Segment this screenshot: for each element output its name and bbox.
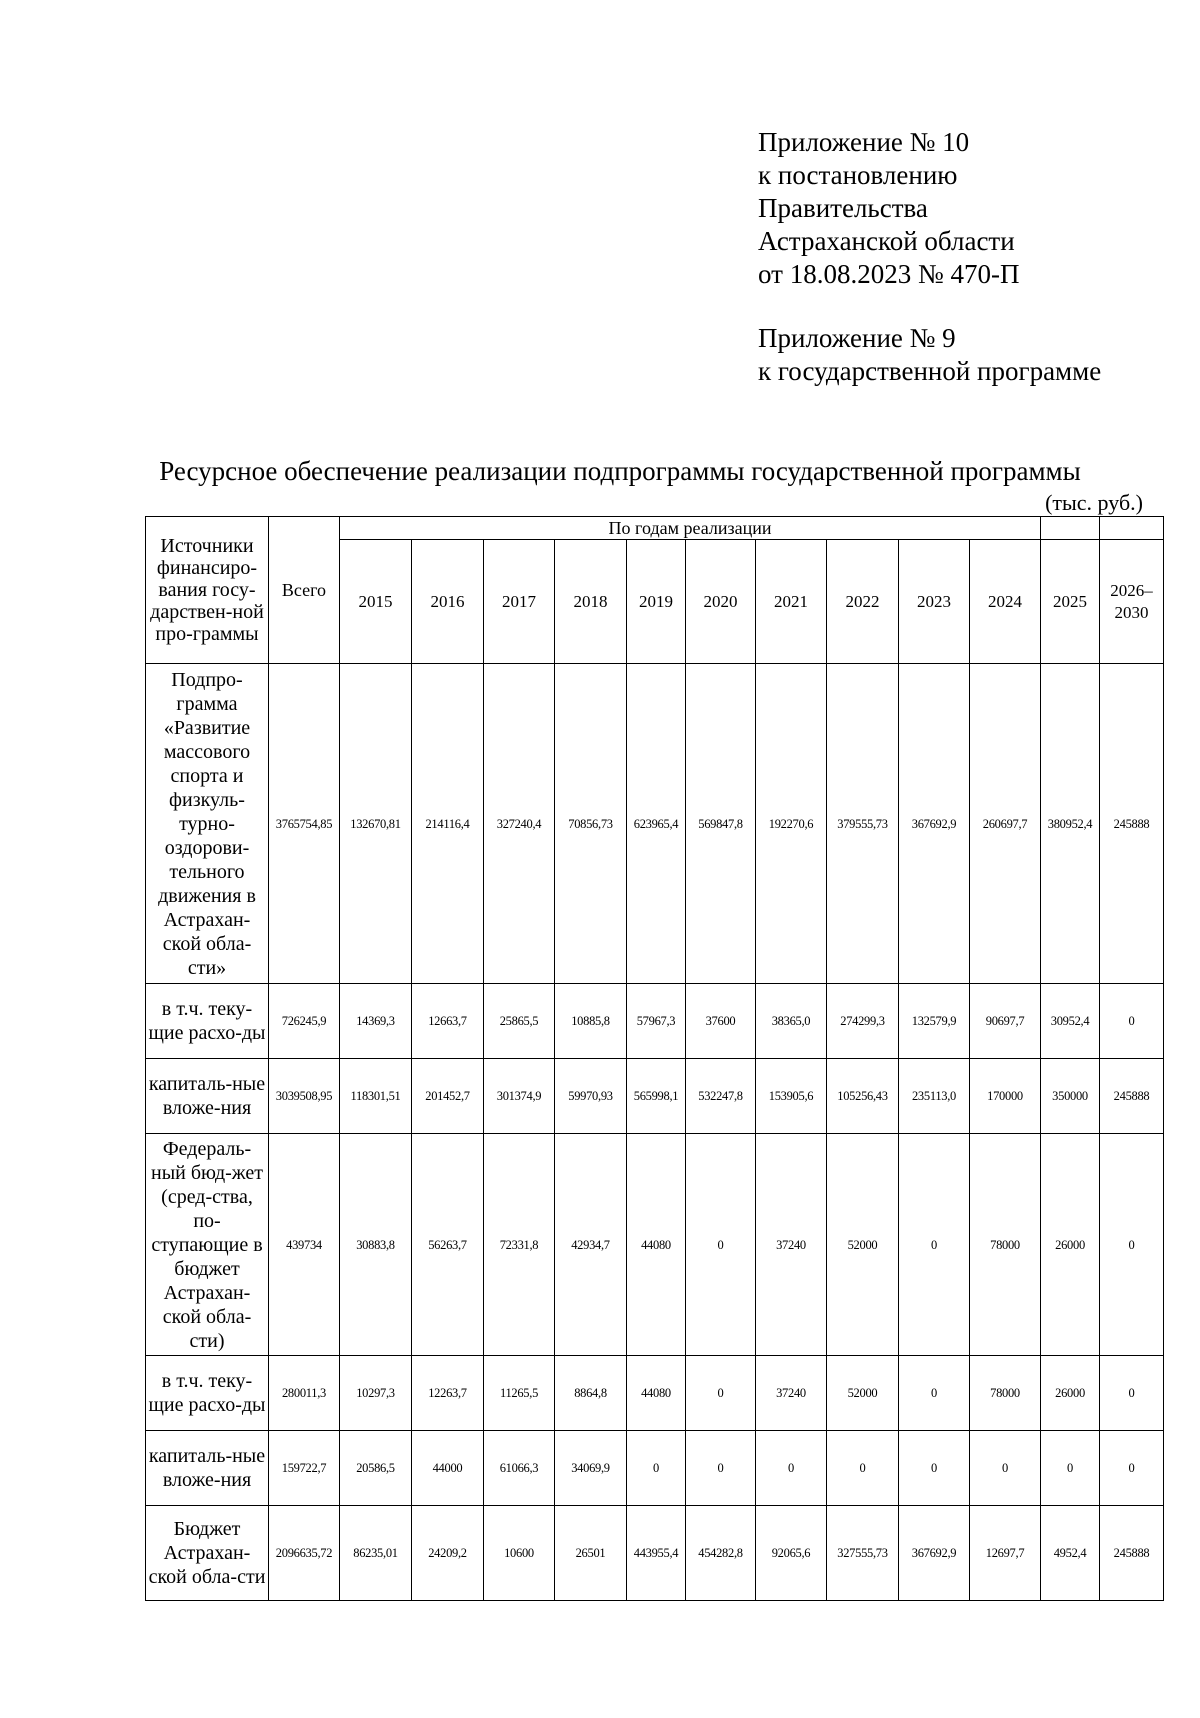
value-cell: 0	[686, 1134, 756, 1356]
value-cell: 132670,81	[340, 664, 412, 984]
value-cell: 10600	[484, 1506, 555, 1601]
row-label: Подпро-грамма «Развитие массового спорта и физкуль-турно-оздорови-тельного движения в Астрахан-ской обла-сти»	[146, 664, 269, 984]
total-cell: 439734	[269, 1134, 340, 1356]
appendix-9-block	[758, 322, 1178, 388]
value-cell: 52000	[827, 1356, 899, 1431]
value-cell: 25865,5	[484, 984, 555, 1059]
value-cell: 26000	[1041, 1356, 1100, 1431]
total-cell: 3765754,85	[269, 664, 340, 984]
table-row	[146, 1356, 1164, 1431]
value-cell: 20586,5	[340, 1431, 412, 1506]
total-cell: 2096635,72	[269, 1506, 340, 1601]
value-cell: 565998,1	[627, 1059, 686, 1134]
row-label: капиталь-ные вложе-ния	[146, 1059, 269, 1134]
value-cell: 37240	[756, 1356, 827, 1431]
value-cell: 367692,9	[899, 664, 970, 984]
value-cell: 380952,4	[1041, 664, 1100, 984]
value-cell: 11265,5	[484, 1356, 555, 1431]
value-cell: 443955,4	[627, 1506, 686, 1601]
value-cell: 153905,6	[756, 1059, 827, 1134]
value-cell: 623965,4	[627, 664, 686, 984]
header-year: 2024	[970, 540, 1041, 664]
value-cell: 90697,7	[970, 984, 1041, 1059]
header-year: 2020	[686, 540, 756, 664]
appendix-10-line: Астраханской области	[758, 226, 1015, 256]
appendix-9-line: Приложение № 9	[758, 323, 956, 353]
table-row	[146, 1506, 1164, 1601]
value-cell: 0	[1100, 1356, 1164, 1431]
value-cell: 132579,9	[899, 984, 970, 1059]
header-year: 2017	[484, 540, 555, 664]
value-cell: 0	[899, 1356, 970, 1431]
value-cell: 245888	[1100, 1506, 1164, 1601]
header-year: 2021	[756, 540, 827, 664]
table-row	[146, 1431, 1164, 1506]
row-label: Бюджет Астрахан-ской обла-сти	[146, 1506, 269, 1601]
total-cell: 159722,7	[269, 1431, 340, 1506]
value-cell: 78000	[970, 1356, 1041, 1431]
header-source: Источники финансиро-вания госу-дарствен-ной про-граммы	[146, 517, 269, 664]
value-cell: 0	[627, 1431, 686, 1506]
value-cell: 301374,9	[484, 1059, 555, 1134]
value-cell: 44080	[627, 1134, 686, 1356]
value-cell: 12263,7	[412, 1356, 484, 1431]
value-cell: 57967,3	[627, 984, 686, 1059]
table-row	[146, 984, 1164, 1059]
value-cell: 44000	[412, 1431, 484, 1506]
value-cell: 26501	[555, 1506, 627, 1601]
value-cell: 14369,3	[340, 984, 412, 1059]
value-cell: 0	[899, 1134, 970, 1356]
table-row	[146, 1134, 1164, 1356]
header-year: 2019	[627, 540, 686, 664]
value-cell: 61066,3	[484, 1431, 555, 1506]
table-body	[146, 664, 1164, 1601]
value-cell: 170000	[970, 1059, 1041, 1134]
value-cell: 214116,4	[412, 664, 484, 984]
value-cell: 0	[1100, 1134, 1164, 1356]
appendix-10-block	[758, 126, 1178, 291]
value-cell: 245888	[1100, 1059, 1164, 1134]
value-cell: 0	[827, 1431, 899, 1506]
appendix-10-line: к постановлению	[758, 160, 958, 190]
appendix-10-line: Правительства	[758, 193, 928, 223]
header-year: 2015	[340, 540, 412, 664]
table-row	[146, 1059, 1164, 1134]
document-title: Ресурсное обеспечение реализации подпрограммы государственной программы	[159, 456, 1081, 486]
value-cell: 42934,7	[555, 1134, 627, 1356]
header-year: 2026–2030	[1100, 540, 1164, 664]
header-year: 2025	[1041, 540, 1100, 664]
header-year: 2023	[899, 540, 970, 664]
value-cell: 12663,7	[412, 984, 484, 1059]
value-cell: 70856,73	[555, 664, 627, 984]
value-cell: 56263,7	[412, 1134, 484, 1356]
value-cell: 59970,93	[555, 1059, 627, 1134]
value-cell: 72331,8	[484, 1134, 555, 1356]
value-cell: 0	[756, 1431, 827, 1506]
header-year: 2016	[412, 540, 484, 664]
header-year: 2018	[555, 540, 627, 664]
value-cell: 8864,8	[555, 1356, 627, 1431]
row-label: капиталь-ные вложе-ния	[146, 1431, 269, 1506]
appendix-9-line: к государственной программе	[758, 356, 1102, 386]
total-cell: 726245,9	[269, 984, 340, 1059]
header-empty-cell	[1100, 517, 1164, 540]
value-cell: 327555,73	[827, 1506, 899, 1601]
value-cell: 118301,51	[340, 1059, 412, 1134]
value-cell: 245888	[1100, 664, 1164, 984]
value-cell: 0	[1100, 1431, 1164, 1506]
value-cell: 37240	[756, 1134, 827, 1356]
value-cell: 367692,9	[899, 1506, 970, 1601]
value-cell: 44080	[627, 1356, 686, 1431]
row-label: в т.ч. теку-щие расхо-ды	[146, 1356, 269, 1431]
value-cell: 92065,6	[756, 1506, 827, 1601]
header-empty-cell	[1041, 517, 1100, 540]
value-cell: 235113,0	[899, 1059, 970, 1134]
value-cell: 569847,8	[686, 664, 756, 984]
value-cell: 105256,43	[827, 1059, 899, 1134]
value-cell: 192270,6	[756, 664, 827, 984]
value-cell: 0	[1041, 1431, 1100, 1506]
value-cell: 0	[686, 1431, 756, 1506]
table-row	[146, 664, 1164, 984]
value-cell: 10297,3	[340, 1356, 412, 1431]
value-cell: 4952,4	[1041, 1506, 1100, 1601]
total-cell: 280011,3	[269, 1356, 340, 1431]
value-cell: 379555,73	[827, 664, 899, 984]
value-cell: 30952,4	[1041, 984, 1100, 1059]
appendix-10-line: от 18.08.2023 № 470-П	[758, 259, 1020, 289]
value-cell: 34069,9	[555, 1431, 627, 1506]
value-cell: 37600	[686, 984, 756, 1059]
value-cell: 350000	[1041, 1059, 1100, 1134]
value-cell: 10885,8	[555, 984, 627, 1059]
units-note: (тыс. руб.)	[1045, 490, 1143, 515]
appendix-10-line: Приложение № 10	[758, 127, 970, 157]
value-cell: 0	[899, 1431, 970, 1506]
value-cell: 52000	[827, 1134, 899, 1356]
value-cell: 201452,7	[412, 1059, 484, 1134]
row-label: Федераль-ный бюд-жет (сред-ства, по-ступающие в бюджет Астрахан-ской обла-сти)	[146, 1134, 269, 1356]
resource-table	[145, 516, 1164, 1601]
value-cell: 260697,7	[970, 664, 1041, 984]
value-cell: 30883,8	[340, 1134, 412, 1356]
header-year: 2022	[827, 540, 899, 664]
value-cell: 532247,8	[686, 1059, 756, 1134]
value-cell: 0	[1100, 984, 1164, 1059]
value-cell: 26000	[1041, 1134, 1100, 1356]
value-cell: 454282,8	[686, 1506, 756, 1601]
header-total: Всего	[269, 517, 340, 664]
value-cell: 0	[686, 1356, 756, 1431]
header-by-years: По годам реализации	[340, 517, 1041, 540]
total-cell: 3039508,95	[269, 1059, 340, 1134]
value-cell: 12697,7	[970, 1506, 1041, 1601]
row-label: в т.ч. теку-щие расхо-ды	[146, 984, 269, 1059]
value-cell: 0	[970, 1431, 1041, 1506]
value-cell: 327240,4	[484, 664, 555, 984]
value-cell: 78000	[970, 1134, 1041, 1356]
value-cell: 86235,01	[340, 1506, 412, 1601]
value-cell: 24209,2	[412, 1506, 484, 1601]
value-cell: 274299,3	[827, 984, 899, 1059]
value-cell: 38365,0	[756, 984, 827, 1059]
